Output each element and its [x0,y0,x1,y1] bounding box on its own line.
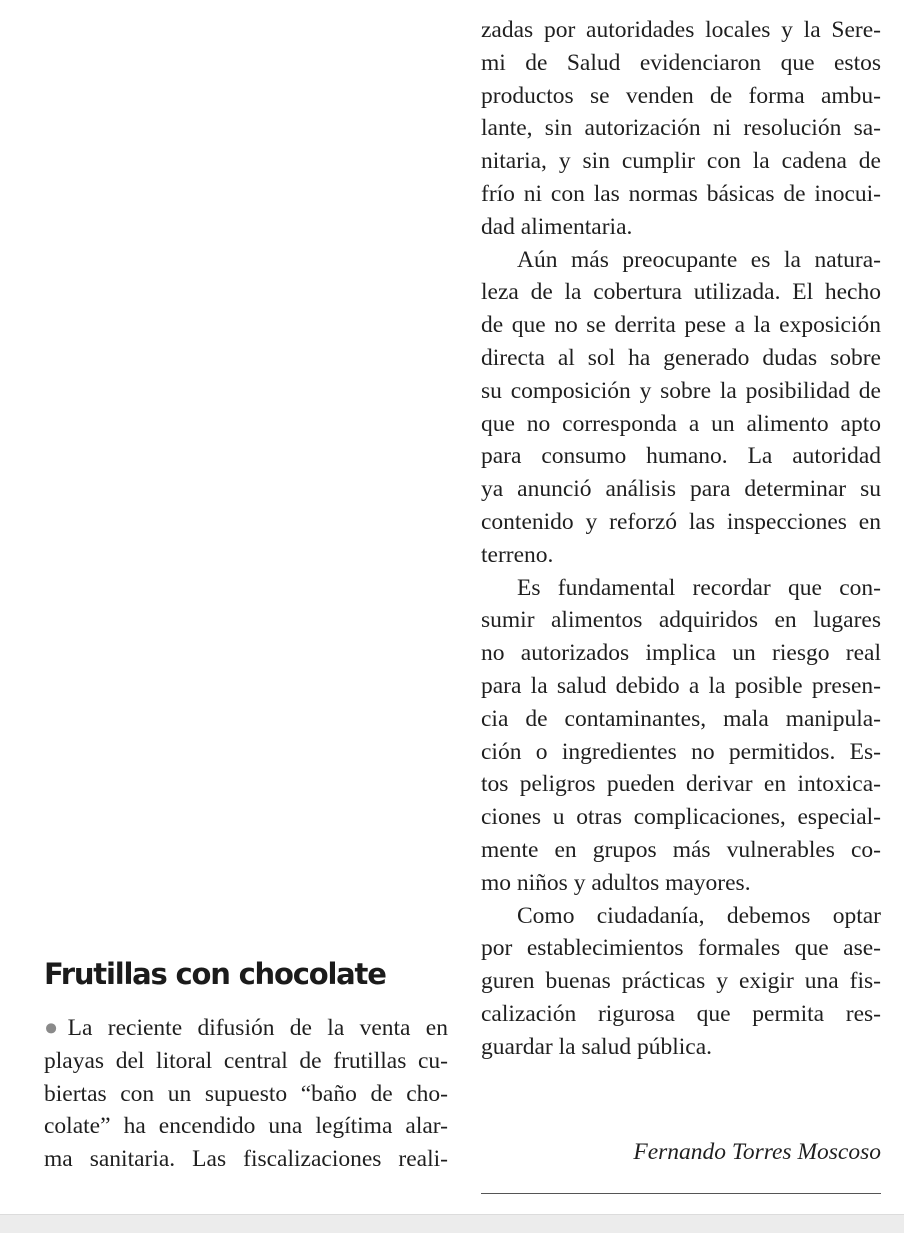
bottom-margin-band [0,1214,904,1233]
text-line: Como ciudadanía, debemos optar [517,902,881,929]
text-line: ●La reciente difusión de la venta en [44,1015,448,1041]
text-line: lante, sin autorización ni resolución sa- [481,115,881,142]
text-line: contenido y reforzó las inspecciones en [481,508,881,535]
text-line: para consumo humano. La autoridad [481,443,881,470]
author-signature: Fernando Torres Moscoso [633,1139,881,1165]
text-line: productos se venden de forma ambu- [481,82,881,109]
text-line: ción o ingredientes no permitidos. Es- [481,738,881,765]
text-line: frío ni con las normas básicas de inocui- [481,180,881,207]
text-line: de que no se derrita pese a la exposición [481,312,881,339]
text-line: ciones u otras complicaciones, especial- [481,804,881,831]
text-line: dad alimentaria. [481,213,633,240]
paragraph-2 [481,244,881,572]
text-line: calización rigurosa que permita res- [481,1000,881,1027]
text-line: que no corresponda a un alimento apto [481,410,881,437]
text-line: guardar la salud pública. [481,1033,712,1060]
text-line: su composición y sobre la posibilidad de [481,377,881,404]
text-line: terreno. [481,541,554,568]
text-line: leza de la cobertura utilizada. El hecho [481,279,881,306]
text-line: zadas por autoridades locales y la Sere- [481,17,881,43]
text-line: mo niños y adultos mayores. [481,869,751,896]
text-line: mente en grupos más vulnerables co- [481,836,881,863]
text-line: sumir alimentos adquiridos en lugares [481,607,881,634]
text-line: ya anunció análisis para determinar su [481,476,881,503]
paragraph-3 [481,572,881,900]
text-line: Es fundamental recordar que con- [517,574,881,601]
text-line: mi de Salud evidenciaron que estos [481,49,881,76]
text-line: tos peligros pueden derivar en intoxica- [481,771,881,798]
lead-paragraph [44,1012,448,1176]
text-line: Aún más preocupante es la natura- [517,246,881,273]
text-line: cia de contaminantes, mala manipula- [481,705,881,732]
text-line: para la salud debido a la posible presen- [481,672,881,699]
text-line: guren buenas prácticas y exigir una fis- [481,968,881,995]
text-line: colate” ha encendido una legítima alar- [44,1113,448,1140]
bullet-icon: ● [44,1015,68,1041]
text-line: ma sanitaria. Las fiscalizaciones reali- [44,1146,448,1173]
paragraph-4 [481,900,881,1064]
paragraph-1 [481,14,881,244]
text-line: nitaria, y sin cumplir con la cadena de [481,148,881,175]
article-headline: Frutillas con chocolate [44,957,386,991]
text-line: no autorizados implica un riesgo real [481,640,881,667]
right-column [481,14,881,1064]
text-line: playas del litoral central de frutillas cu- [44,1047,448,1074]
text-line: por establecimientos formales que ase- [481,935,881,962]
text-line: biertas con un supuesto “baño de cho- [44,1080,448,1107]
left-column [44,956,448,1173]
text-line: directa al sol ha generado dudas sobre [481,344,881,371]
divider-rule [481,1193,881,1194]
